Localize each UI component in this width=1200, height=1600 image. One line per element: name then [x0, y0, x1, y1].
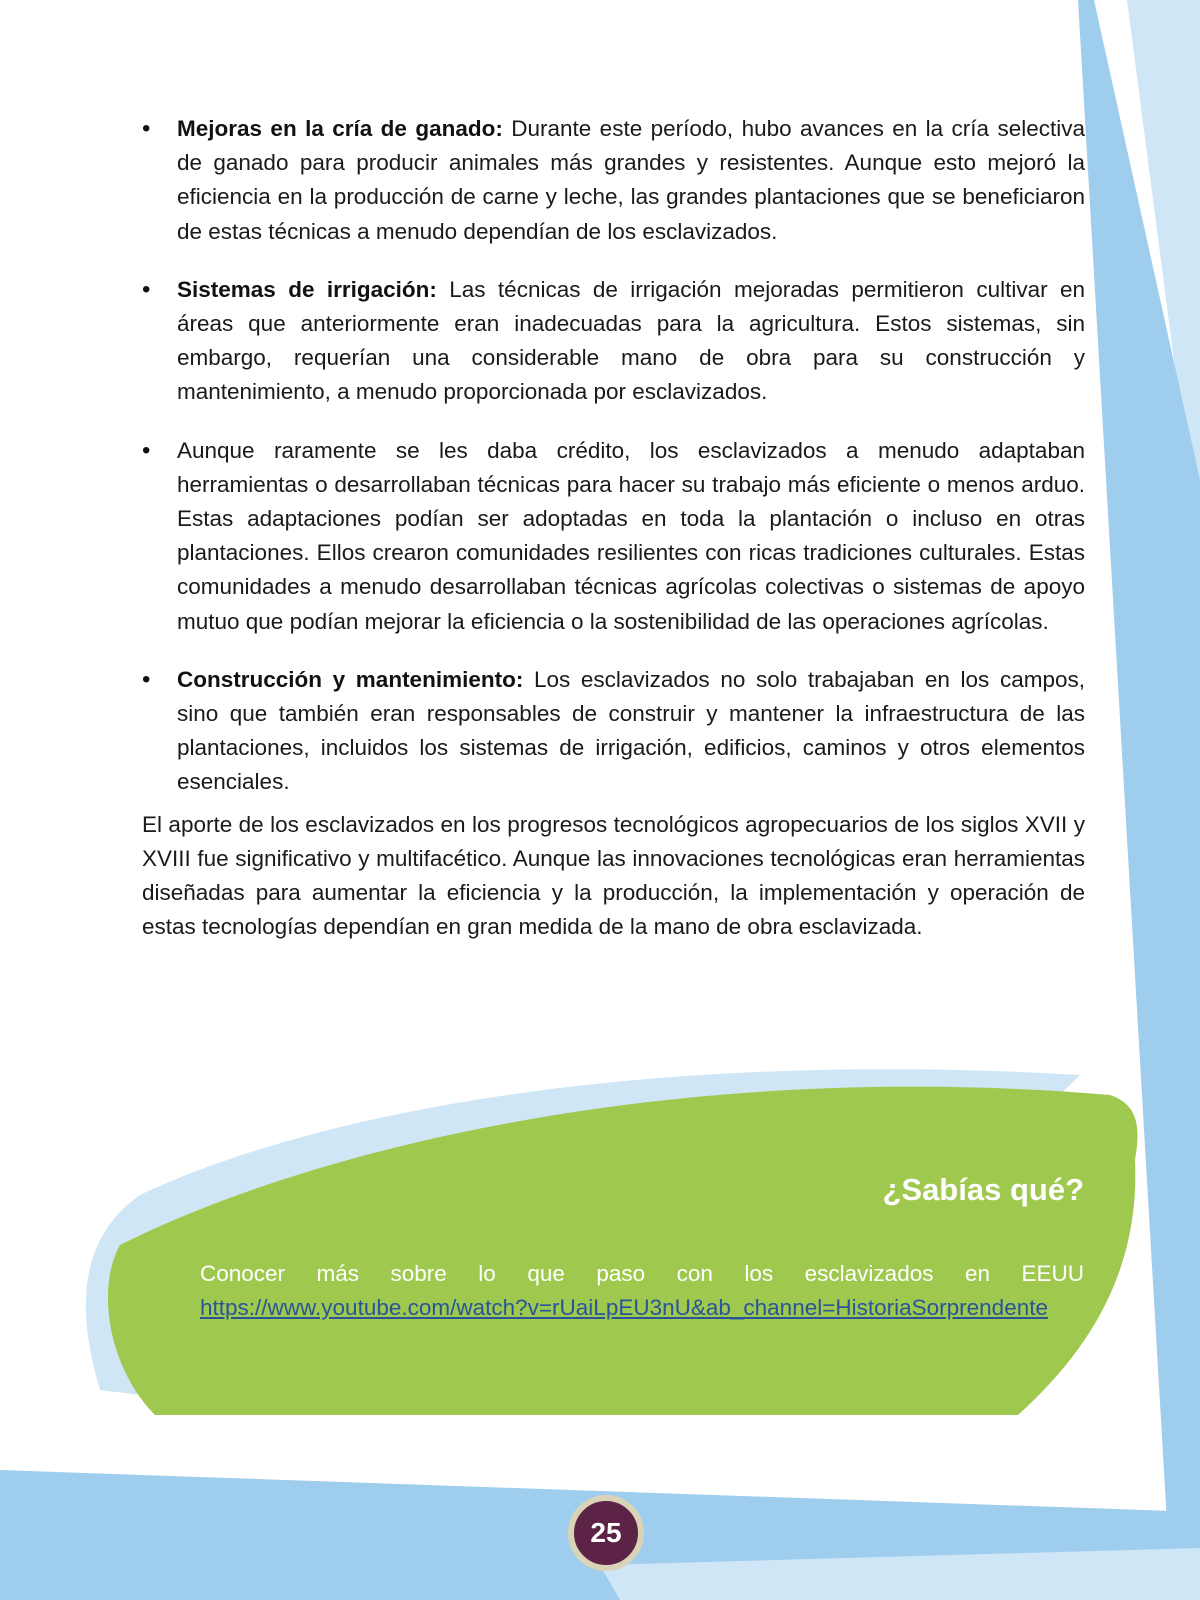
bullet-item-irrigation [142, 273, 1085, 410]
page-number: 25 [590, 1517, 622, 1548]
callout-text-body: Conocer más sobre lo que paso con los esclavizados en EEUU [200, 1261, 1084, 1286]
closing-paragraph: El aporte de los esclavizados en los progresos tecnológicos agropecuarios de los siglos XVII y XVIII fue significativo y multifacético. Aunque las innovaciones tecnológicas eran herramientas diseñadas para aumentar la eficiencia y la producción, la implementación y operación de estas tecnologías dependían en gran medida de la mano de obra esclavizada. [142, 811, 1085, 940]
bullet-text: Aunque raramente se les daba crédito, los esclavizados a menudo adaptaban herramientas o desarrollaban técnicas para hacer su trabajo más eficiente o menos arduo. Estas adaptaciones podían ser adoptadas en toda la plantación o incluso en otras plantaciones. Ellos crearon comunidades resilientes con ricas tradiciones culturales. Estas comunidades a menudo desarrollaban técnicas agrícolas colectivas o sistemas de apoyo mutuo que podían mejorar la eficiencia o la sostenibilidad de las operaciones agrícolas. [177, 437, 1085, 634]
bullet-item-adaptations [142, 434, 1085, 639]
bullet-item-construction [142, 663, 1085, 800]
page-number-badge [568, 1495, 644, 1571]
main-content [142, 112, 1085, 944]
callout-text [200, 1257, 1084, 1325]
callout-title: ¿Sabías qué? [882, 1172, 1084, 1207]
bullet-text: Durante este período, hubo avances en la cría selectiva de ganado para producir animales más grandes y resistentes. Aunque esto mejoró la eficiencia en la producción de carne y leche, las grandes plantaciones que se beneficiaron de estas técnicas a menudo dependían de los esclavizados. [177, 116, 1086, 244]
youtube-link[interactable]: https://www.youtube.com/watch?v=rUaiLpEU3nU&ab_channel=HistoriaSorprendente [200, 1295, 1048, 1321]
bullet-lead: Mejoras en la cría de ganado: [177, 116, 503, 141]
bullet-item-livestock [142, 112, 1085, 249]
bullet-text: Los esclavizados no solo trabajaban en los campos, sino que también eran responsables de construir y mantener la infraestructura de las plantaciones, incluidos los sistemas de irrigación, edificios, caminos y otros elementos esenciales. [177, 666, 1085, 795]
bullet-lead: Construcción y mantenimiento: [177, 666, 524, 692]
bullet-list [142, 112, 1085, 800]
bullet-text: Las técnicas de irrigación mejoradas permitieron cultivar en áreas que anteriormente eran inadecuadas para la agricultura. Estos sistemas, sin embargo, requerían una considerable mano de obra para su construcción y mantenimiento, a menudo proporcionada por esclavizados. [177, 276, 1086, 405]
bullet-lead: Sistemas de irrigación: [177, 276, 437, 302]
callout-green-shape [108, 1087, 1138, 1415]
